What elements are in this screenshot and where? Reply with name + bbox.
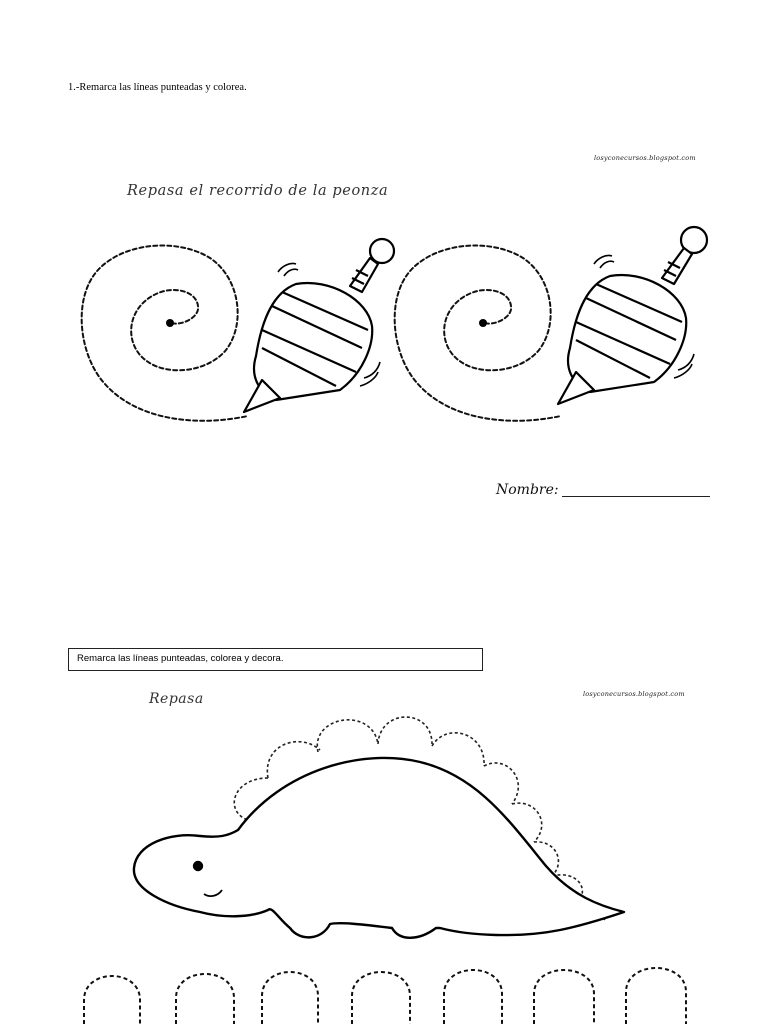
exercise2-instruction: Remarca las líneas punteadas, colorea y decora. [77,653,284,664]
exercise1-instruction: 1.-Remarca las líneas punteadas y colorea. [68,82,247,93]
exercise2-title: Repasa [149,691,204,707]
arches-dashed [84,968,686,1024]
dinosaur-body [134,758,624,938]
name-label: Nombre: [496,482,559,498]
exercise2-instruction-box [68,648,483,671]
exercise1-title: Repasa el recorrido de la peonza [127,183,389,199]
spiral-start-dot-right [479,319,487,327]
exercise2-credit: losyconecursos.blogspot.com [583,690,685,698]
spinning-top-left [244,239,394,412]
spiral-path-right [395,246,561,421]
spiral-start-dot-left [166,319,174,327]
spiral-path-left [82,246,248,421]
exercise1-credit: losyconecursos.blogspot.com [594,154,696,162]
name-field-line[interactable] [562,496,710,497]
spinning-top-right [558,227,707,404]
